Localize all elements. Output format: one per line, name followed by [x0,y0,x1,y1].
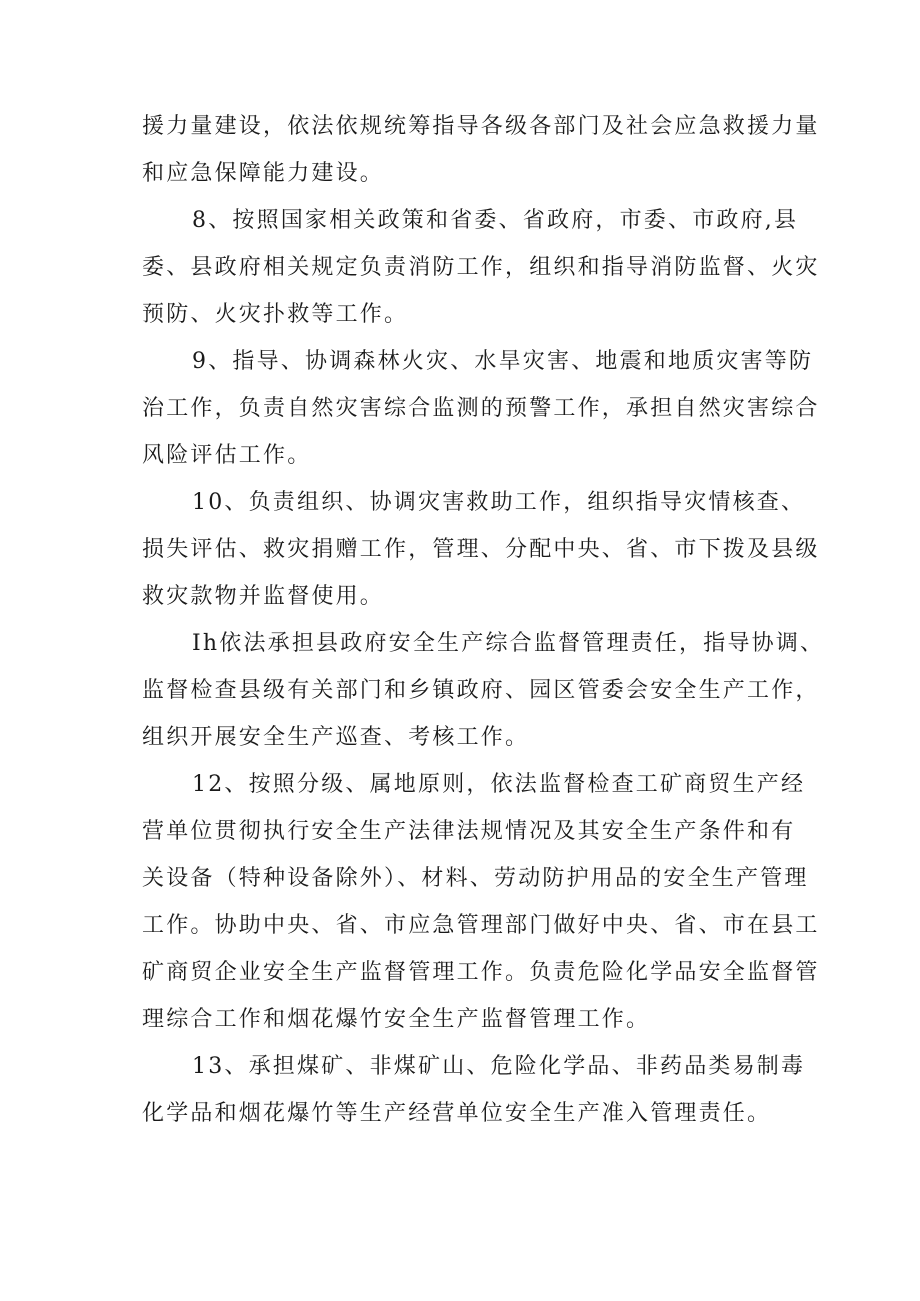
paragraph-11-line-1: Ih依法承担县政府安全生产综合监督管理责任，指导协调、 [192,631,825,656]
paragraph-11-line-2: 监督检查县级有关部门和乡镇政府、园区管委会安全生产工作， [142,678,820,703]
document-body [142,103,825,1137]
paragraph-10-line-1: 10、负责组织、协调灾害救助工作，组织指导灾情核查、 [192,490,806,515]
paragraph-13-line-2: 化学品和烟花爆竹等生产经营单位安全生产准入管理责任。 [142,1101,772,1126]
paragraph-12-line-1: 12、按照分级、属地原则，依法监督检查工矿商贸生产经 [192,772,806,797]
paragraph-12-line-2: 营单位贯彻执行安全生产法律法规情况及其安全生产条件和有 [142,819,796,844]
paragraph-8-line-1: 8、按照国家相关政策和省委、省政府，市委、市政府,县 [192,208,799,233]
paragraph-7-line-2: 和应急保障能力建设。 [142,161,385,186]
paragraph-9-line-1: 9、指导、协调森林火灾、水旱灾害、地震和地质灾害等防 [192,349,814,374]
paragraph-12-line-4: 工作。协助中央、省、市应急管理部门做好中央、省、市在县工 [142,913,820,938]
paragraph-10-line-3: 救灾款物并监督使用。 [142,584,385,609]
paragraph-8-line-2: 委、县政府相关规定负责消防工作，组织和指导消防监督、火灾 [142,255,820,280]
paragraph-10-line-2: 损失评估、救灾捐赠工作，管理、分配中央、省、市下拨及县级 [142,537,820,562]
paragraph-12-line-5: 矿商贸企业安全生产监督管理工作。负责危险化学品安全监督管 [142,960,820,985]
paragraph-12-line-3: 关设备（特种设备除外）、材料、劳动防护用品的安全生产管理 [142,866,809,891]
paragraph-8-line-3: 预防、火灾扑救等工作。 [142,302,409,327]
paragraph-7-line-1: 援力量建设，依法依规统筹指导各级各部门及社会应急救援力量 [142,114,820,139]
paragraph-12-line-6: 理综合工作和烟花爆竹安全生产监督管理工作。 [142,1007,651,1032]
paragraph-13-line-1: 13、承担煤矿、非煤矿山、危险化学品、非药品类易制毒 [192,1054,806,1079]
paragraph-11-line-3: 组织开展安全生产巡查、考核工作。 [142,725,530,750]
paragraph-9-line-2: 治工作，负责自然灾害综合监测的预警工作，承担自然灾害综合 [142,396,820,421]
paragraph-9-line-3: 风险评估工作。 [142,443,312,468]
